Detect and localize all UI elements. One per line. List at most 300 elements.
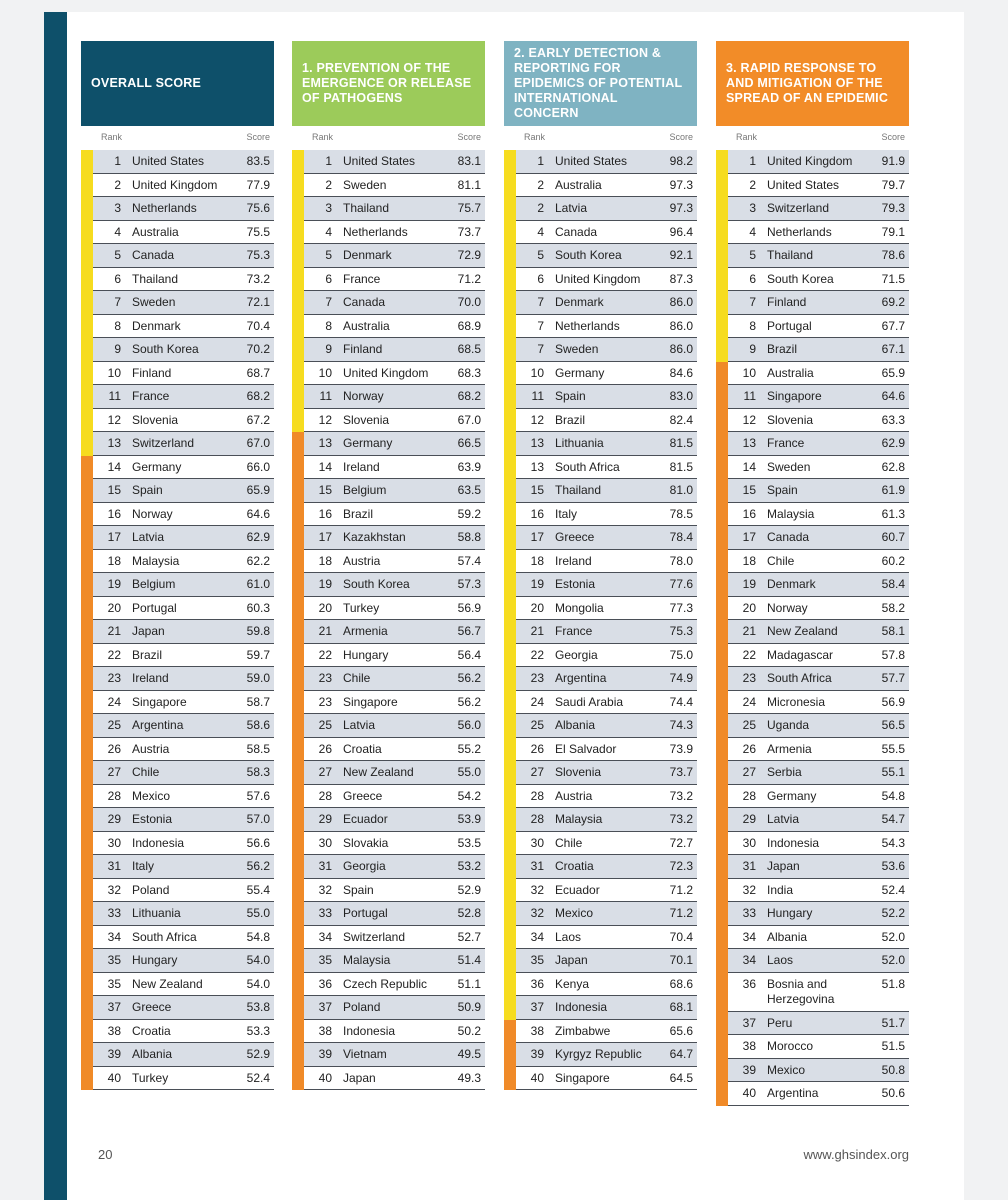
row-score: 60.7 [881,530,905,544]
row-country: Australia [132,224,179,239]
tier-marker [292,503,304,527]
row-rank: 1 [114,154,121,168]
tier-marker [504,973,516,997]
row-rank: 37 [318,1000,332,1014]
row-score: 61.0 [246,577,270,591]
tier-marker [81,832,93,856]
row-score: 68.2 [246,389,270,403]
row-country: United Kingdom [132,177,218,192]
row-score: 52.0 [881,953,905,967]
table-row [81,879,274,903]
row-rank: 16 [742,506,756,521]
website-url[interactable]: www.ghsindex.org [803,1147,909,1162]
row-score: 73.2 [246,271,270,286]
row-score: 52.0 [881,929,905,944]
row-score: 97.3 [669,177,693,192]
table-row [716,1059,909,1083]
row-score: 58.8 [457,530,481,544]
table-row [292,1043,485,1067]
row-rank: 7 [114,295,121,309]
row-score: 78.5 [669,506,693,521]
row-rank: 39 [530,1047,544,1061]
row-country: Croatia [555,859,594,873]
row-country: Spain [767,483,798,497]
row-rank: 7 [537,295,544,309]
table-row [504,879,697,903]
row-country: Hungary [132,953,178,967]
row-rank: 8 [114,318,121,333]
tier-marker [292,691,304,715]
tier-marker [504,738,516,762]
tier-marker [292,832,304,856]
row-score: 64.6 [246,506,270,521]
table-row [292,409,485,433]
column-prevention [292,41,485,1090]
row-score: 57.7 [881,671,905,685]
row-country: Estonia [555,577,596,591]
row-rank: 5 [749,248,756,262]
table-row [504,926,697,950]
row-score: 50.9 [457,1000,481,1014]
row-rank: 9 [325,342,332,356]
tier-marker [292,526,304,550]
row-rank: 24 [742,694,756,709]
row-rank: 35 [107,976,121,991]
row-country: Slovakia [343,835,389,850]
row-rank: 32 [530,906,544,920]
row-score: 57.3 [457,577,481,591]
table-row [292,761,485,785]
row-score: 81.5 [669,459,693,474]
column-header [292,41,485,126]
tier-marker [504,362,516,386]
row-country: Indonesia [767,835,820,850]
row-rank: 26 [742,741,756,756]
row-rank: 14 [742,459,756,474]
row-rank: 27 [107,765,121,779]
row-score: 81.0 [669,483,693,497]
row-score: 59.7 [246,647,270,662]
tier-marker [292,855,304,879]
table-row [292,268,485,292]
row-country: Croatia [132,1023,171,1038]
row-country: Thailand [343,201,390,215]
table-row [504,409,697,433]
tier-marker [504,620,516,644]
table-row [504,1067,697,1091]
row-rank: 30 [742,835,756,850]
row-score: 72.3 [669,859,693,873]
row-country: Kyrgyz Republic [555,1047,642,1061]
row-score: 84.6 [669,365,693,380]
table-row [292,432,485,456]
row-score: 56.0 [457,718,481,732]
row-score: 72.7 [669,835,693,850]
table-row [81,197,274,221]
tier-marker [292,338,304,362]
column-header [716,41,909,126]
tier-marker [81,879,93,903]
row-rank: 17 [530,530,544,544]
tier-marker [504,385,516,409]
tier-marker [716,738,728,762]
row-country: Belgium [132,577,176,591]
row-rank: 9 [749,342,756,356]
row-rank: 20 [107,600,121,615]
row-country: Portugal [343,906,388,920]
row-country: United States [343,154,416,168]
tier-marker [292,785,304,809]
row-country: New Zealand [343,765,414,779]
row-score: 52.4 [881,882,905,897]
table-row [504,338,697,362]
row-score: 51.1 [457,976,481,991]
row-country: Finland [343,342,383,356]
row-rank: 31 [318,859,332,873]
table-row [81,949,274,973]
row-score: 70.4 [669,929,693,944]
row-score: 57.0 [246,812,270,826]
tier-marker [292,291,304,315]
table-row [504,432,697,456]
row-rank: 28 [107,788,121,803]
row-rank: 29 [318,812,332,826]
row-rank: 30 [107,835,121,850]
row-country: Thailand [555,483,602,497]
row-country: Brazil [343,506,374,521]
row-country: Laos [555,929,582,944]
row-rank: 1 [537,154,544,168]
table-row [81,996,274,1020]
row-score: 56.2 [246,859,270,873]
rank-label: Rank [312,132,334,142]
row-score: 58.1 [881,624,905,638]
row-score: 70.1 [669,953,693,967]
row-rank: 10 [530,365,544,380]
row-rank: 13 [530,436,544,450]
row-country: Thailand [132,271,179,286]
table-row [292,221,485,245]
tier-marker [504,691,516,715]
row-score: 86.0 [669,318,693,333]
tier-marker [81,409,93,433]
tier-marker [716,667,728,691]
table-row [81,432,274,456]
row-country: Croatia [343,741,382,756]
tier-marker [504,785,516,809]
score-label: Score [669,132,693,142]
row-rank: 23 [318,694,332,709]
table-row [504,291,697,315]
rank-label: Rank [101,132,123,142]
row-rank: 31 [742,859,756,873]
tier-marker [81,973,93,997]
row-country: Slovenia [767,412,814,427]
tier-marker [504,315,516,339]
tier-marker [292,221,304,245]
tier-marker [716,150,728,174]
table-row [81,855,274,879]
row-country: Austria [132,741,170,756]
row-country: Lithuania [555,436,604,450]
row-rank: 2 [537,177,544,192]
tier-marker [716,691,728,715]
row-score: 73.9 [669,741,693,756]
table-row [716,949,909,973]
row-rank: 39 [742,1062,756,1077]
row-rank: 36 [318,976,332,991]
row-rank: 15 [107,483,121,497]
row-rank: 27 [530,765,544,779]
row-score: 75.3 [669,624,693,638]
tier-marker [81,1067,93,1091]
table-row [716,691,909,715]
row-country: Slovenia [343,412,390,427]
row-country: Portugal [132,600,177,615]
table-row [81,479,274,503]
table-row [504,503,697,527]
table-row [81,1067,274,1091]
row-score: 53.9 [457,812,481,826]
row-country: Ecuador [555,882,600,897]
row-country: South Korea [343,577,410,591]
row-score: 75.5 [246,224,270,239]
table-row [81,808,274,832]
column-early-detection [504,41,697,1090]
row-rank: 33 [318,906,332,920]
table-row [716,1082,909,1106]
row-country: Turkey [343,600,380,615]
row-score: 78.4 [669,530,693,544]
row-rank: 21 [742,624,756,638]
row-rank: 2 [114,177,121,192]
row-country: Austria [343,553,381,568]
row-score: 58.6 [246,718,270,732]
tier-marker [504,926,516,950]
tier-marker [504,291,516,315]
row-score: 62.9 [246,530,270,544]
row-country: Malaysia [767,506,815,521]
row-rank: 13 [318,436,332,450]
tier-marker [716,620,728,644]
table-row [504,268,697,292]
row-score: 61.3 [881,506,905,521]
row-country: Slovenia [132,412,179,427]
table-row [716,503,909,527]
row-rank: 6 [114,271,121,286]
table-row [292,338,485,362]
table-row [716,197,909,221]
row-rank: 32 [530,882,544,897]
tier-marker [504,1043,516,1067]
row-country: Hungary [343,647,389,662]
row-country: France [343,271,381,286]
row-score: 50.6 [881,1086,905,1100]
tier-marker [504,503,516,527]
tier-marker [716,808,728,832]
tier-marker [504,879,516,903]
row-rank: 8 [325,318,332,333]
tier-marker [716,1012,728,1036]
table-row [716,573,909,597]
tier-marker [292,197,304,221]
row-score: 53.5 [457,835,481,850]
tier-marker [81,1020,93,1044]
ranking-list [716,150,909,1106]
row-country: Mongolia [555,600,604,615]
row-score: 56.2 [457,671,481,685]
tier-marker [716,456,728,480]
row-country: Italy [132,859,155,873]
row-rank: 3 [325,201,332,215]
row-score: 54.8 [881,788,905,803]
row-country: Argentina [555,671,607,685]
row-score: 49.3 [457,1070,481,1085]
row-country: Sweden [132,295,176,309]
table-row [81,244,274,268]
table-row [81,526,274,550]
table-row [716,832,909,856]
row-score: 65.9 [246,483,270,497]
row-rank: 5 [537,248,544,262]
row-country: Albania [555,718,596,732]
row-score: 78.0 [669,553,693,568]
table-row [716,268,909,292]
row-score: 66.5 [457,436,481,450]
row-country: Slovenia [555,765,602,779]
tier-marker [292,667,304,691]
row-rank: 8 [749,318,756,333]
row-country: South Africa [132,929,197,944]
tier-marker [504,221,516,245]
row-rank: 5 [114,248,121,262]
row-score: 59.2 [457,506,481,521]
table-row [81,409,274,433]
row-rank: 37 [530,1000,544,1014]
row-rank: 11 [108,389,121,403]
table-row [716,714,909,738]
table-row [716,761,909,785]
row-country: Chile [132,765,160,779]
tier-marker [716,926,728,950]
row-country: Chile [555,835,583,850]
row-score: 72.1 [246,295,270,309]
row-score: 62.8 [881,459,905,474]
table-row [504,479,697,503]
table-row [292,291,485,315]
row-country: Zimbabwe [555,1023,611,1038]
table-row [504,808,697,832]
row-rank: 12 [318,412,332,427]
row-country: Denmark [343,248,392,262]
row-rank: 2 [749,177,756,192]
table-row [716,855,909,879]
row-country: France [132,389,170,403]
table-row [81,362,274,386]
tier-marker [81,714,93,738]
row-rank: 35 [530,953,544,967]
table-row [81,620,274,644]
column-title: OVERALL SCORE [91,76,202,90]
table-row [292,1020,485,1044]
row-score: 54.0 [246,953,270,967]
row-rank: 36 [742,976,756,991]
row-country: Netherlands [343,224,408,239]
row-rank: 25 [318,718,332,732]
tier-marker [81,785,93,809]
tier-marker [81,949,93,973]
table-row [81,597,274,621]
row-country: Japan [343,1070,376,1085]
tier-marker [716,479,728,503]
row-country: Sweden [555,342,599,356]
table-row [716,221,909,245]
row-score: 82.4 [669,412,693,427]
column-header [504,41,697,126]
row-score: 83.1 [457,154,481,168]
row-country: Finland [132,365,172,380]
row-score: 52.9 [246,1047,270,1061]
row-score: 56.2 [457,694,481,709]
tier-marker [716,221,728,245]
tier-marker [292,573,304,597]
table-row [716,432,909,456]
tier-marker [81,479,93,503]
tier-marker [81,526,93,550]
table-row [504,150,697,174]
table-row [504,785,697,809]
table-row [81,973,274,997]
row-score: 68.9 [457,318,481,333]
table-row [716,1012,909,1036]
row-rank: 26 [107,741,121,756]
row-rank: 22 [107,647,121,662]
tier-marker [292,1067,304,1091]
table-row [81,150,274,174]
row-country: Indonesia [555,1000,608,1014]
row-country: Canada [132,248,175,262]
tier-marker [81,667,93,691]
row-score: 52.9 [457,882,481,897]
row-rank: 12 [742,412,756,427]
row-rank: 4 [749,224,756,239]
tier-marker [292,761,304,785]
row-country: Italy [555,506,578,521]
row-score: 71.2 [457,271,481,286]
tier-marker [504,409,516,433]
table-row [716,479,909,503]
row-rank: 17 [742,530,756,544]
row-rank: 25 [742,718,756,732]
row-rank: 11 [743,389,756,403]
row-score: 67.1 [881,342,905,356]
table-row [292,855,485,879]
row-rank: 20 [530,600,544,615]
tier-marker [716,785,728,809]
tier-marker [292,644,304,668]
row-rank: 28 [530,788,544,803]
row-score: 65.6 [669,1023,693,1038]
table-row [81,691,274,715]
row-country: Latvia [343,718,376,732]
table-row [504,1020,697,1044]
row-score: 67.7 [881,318,905,333]
row-score: 55.1 [881,765,905,779]
row-rank: 16 [318,506,332,521]
row-score: 57.8 [881,647,905,662]
row-country: Germany [132,459,182,474]
tier-marker [716,362,728,386]
